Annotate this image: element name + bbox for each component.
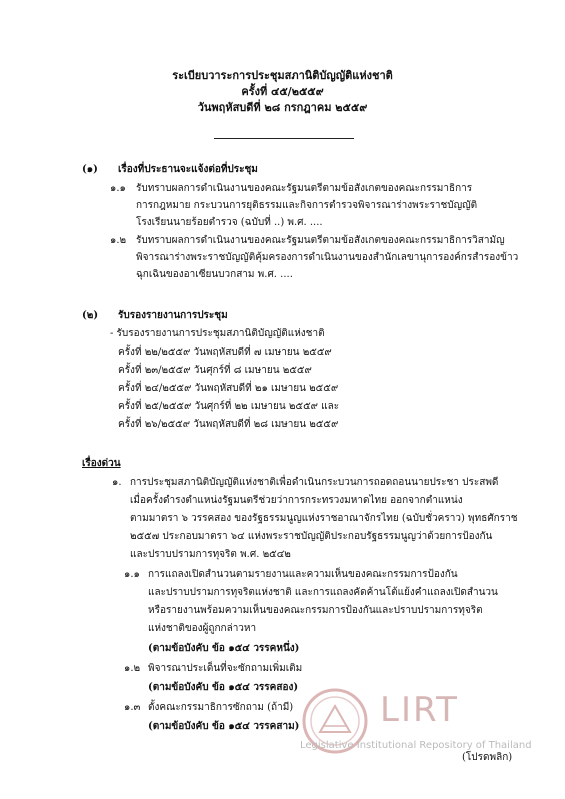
- section1-title: เรื่องที่ประธานจะแจ้งต่อที่ประชุม: [118, 164, 258, 175]
- meeting-date: วันพฤหัสบดีที่ ๒๘ กรกฎาคม ๒๕๕๙: [197, 101, 368, 114]
- urgent-item-line: ๒๕๕๗ ประกอบมาตรา ๖๔ แห่งพระราชบัญญัติประกอบรัฐธรรมนูญว่าด้วยการป้องกัน: [130, 531, 493, 542]
- urgent-sub3-line: ตั้งคณะกรรมาธิการซักถาม (ถ้ามี): [148, 702, 294, 713]
- section1-item1-line2: การกฎหมาย กระบวนการยุติธรรมและกิจการตำรวจพิจารณาร่างพระราชบัญญัติ: [136, 200, 478, 211]
- urgent-title: เรื่องด่วน: [82, 458, 121, 469]
- urgent-sub1-line: และปราบปรามการทุจริตแห่งชาติ และการแถลงคัดค้านโต้แย้งคำแถลงเปิดสำนวน: [148, 587, 498, 598]
- turn-page-note: (โปรดพลิก): [462, 752, 513, 763]
- section2-title: รับรองรายงานการประชุม: [118, 310, 228, 321]
- meeting-number: ครั้งที่ ๔๕/๒๕๕๙: [241, 85, 324, 98]
- section1-item2-line3: ฉุกเฉินของอาเซียนบวกสาม พ.ศ. ....: [136, 269, 293, 280]
- urgent-sub1-rule: (ตามข้อบังคับ ข้อ ๑๕๔ วรรคหนึ่ง): [148, 643, 300, 654]
- section2-intro: - รับรองรายงานการประชุมสภานิติบัญญัติแห่งชาติ: [110, 328, 325, 339]
- minutes-row: ครั้งที่ ๒๖/๒๕๕๙ วันพฤหัสบดีที่ ๒๘ เมษายน ๒๕๕๙: [118, 419, 339, 430]
- minutes-row: ครั้งที่ ๒๓/๒๕๕๙ วันศุกร์ที่ ๘ เมษายน ๒๕๕๙: [118, 365, 312, 376]
- section1-number: (๑): [82, 164, 98, 175]
- watermark-subtitle: Legislative Institutional Repository of Thailand: [300, 740, 532, 751]
- urgent-sub1-line: หรือรายงานพร้อมความเห็นของคณะกรรมการป้องกันและปราบปรามการทุจริต: [148, 605, 483, 616]
- section2-number: (๒): [82, 310, 99, 321]
- urgent-sub3-rule: (ตามข้อบังคับ ข้อ ๑๕๔ วรรคสาม): [148, 721, 300, 732]
- section1-item1-number: ๑.๑: [110, 183, 126, 194]
- urgent-item-line: การประชุมสภานิติบัญญัติแห่งชาติเพื่อดำเนินกระบวนการถอดถอนนายประชา ประสพดี: [130, 477, 499, 488]
- urgent-item-line: และปราบปรามการทุจริต พ.ศ. ๒๕๔๒: [130, 549, 291, 560]
- agenda-title: ระเบียบวาระการประชุมสภานิติบัญญัติแห่งชาติ: [172, 69, 393, 82]
- section1-item2-line1: รับทราบผลการดำเนินงานของคณะรัฐมนตรีตามข้อสังเกตของคณะกรรมาธิการวิสามัญ: [136, 235, 505, 246]
- header-divider: [214, 138, 354, 139]
- section1-item2-line2: พิจารณาร่างพระราชบัญญัติคุ้มครองการดำเนินงานของสำนักเลขานุการองค์กรสำรองข้าว: [136, 252, 519, 263]
- urgent-item-number: ๑.: [112, 477, 122, 488]
- minutes-row: ครั้งที่ ๒๒/๒๕๕๙ วันพฤหัสบดีที่ ๗ เมษายน ๒๕๕๙: [118, 347, 332, 358]
- urgent-sub2-number: ๑.๒: [124, 663, 141, 674]
- section1-item1-line1: รับทราบผลการดำเนินงานของคณะรัฐมนตรีตามข้อสังเกตของคณะกรรมาธิการ: [136, 183, 473, 194]
- urgent-item-line: เมื่อครั้งดำรงตำแหน่งรัฐมนตรีช่วยว่าการกระทรวงมหาดไทย ออกจากตำแหน่ง: [130, 495, 463, 506]
- urgent-sub1-line: การแถลงเปิดสำนวนตามรายงานและความเห็นของคณะกรรมการป้องกัน: [148, 569, 458, 580]
- minutes-row: ครั้งที่ ๒๔/๒๕๕๙ วันพฤหัสบดีที่ ๒๑ เมษายน ๒๕๕๙: [118, 383, 339, 394]
- urgent-sub3-number: ๑.๓: [124, 702, 141, 713]
- urgent-sub1-number: ๑.๑: [124, 569, 140, 580]
- minutes-row: ครั้งที่ ๒๕/๒๕๕๙ วันศุกร์ที่ ๒๒ เมษายน ๒๕๕๙ และ: [118, 401, 340, 412]
- section1-item2-number: ๑.๒: [110, 235, 127, 246]
- urgent-sub2-rule: (ตามข้อบังคับ ข้อ ๑๕๔ วรรคสอง): [148, 682, 299, 693]
- urgent-item-line: ตามมาตรา ๖ วรรคสอง ของรัฐธรรมนูญแห่งราชอาณาจักรไทย (ฉบับชั่วคราว) พุทธศักราช: [130, 513, 518, 524]
- urgent-sub2-line: พิจารณาประเด็นที่จะซักถามเพิ่มเติม: [148, 663, 303, 674]
- section1-item1-line3: โรงเรียนนายร้อยตำรวจ (ฉบับที่ ..) พ.ศ. ....: [136, 217, 323, 228]
- watermark-logo-text: LIRT: [380, 690, 459, 730]
- urgent-sub1-line: แห่งชาติของผู้ถูกกล่าวหา: [148, 623, 257, 634]
